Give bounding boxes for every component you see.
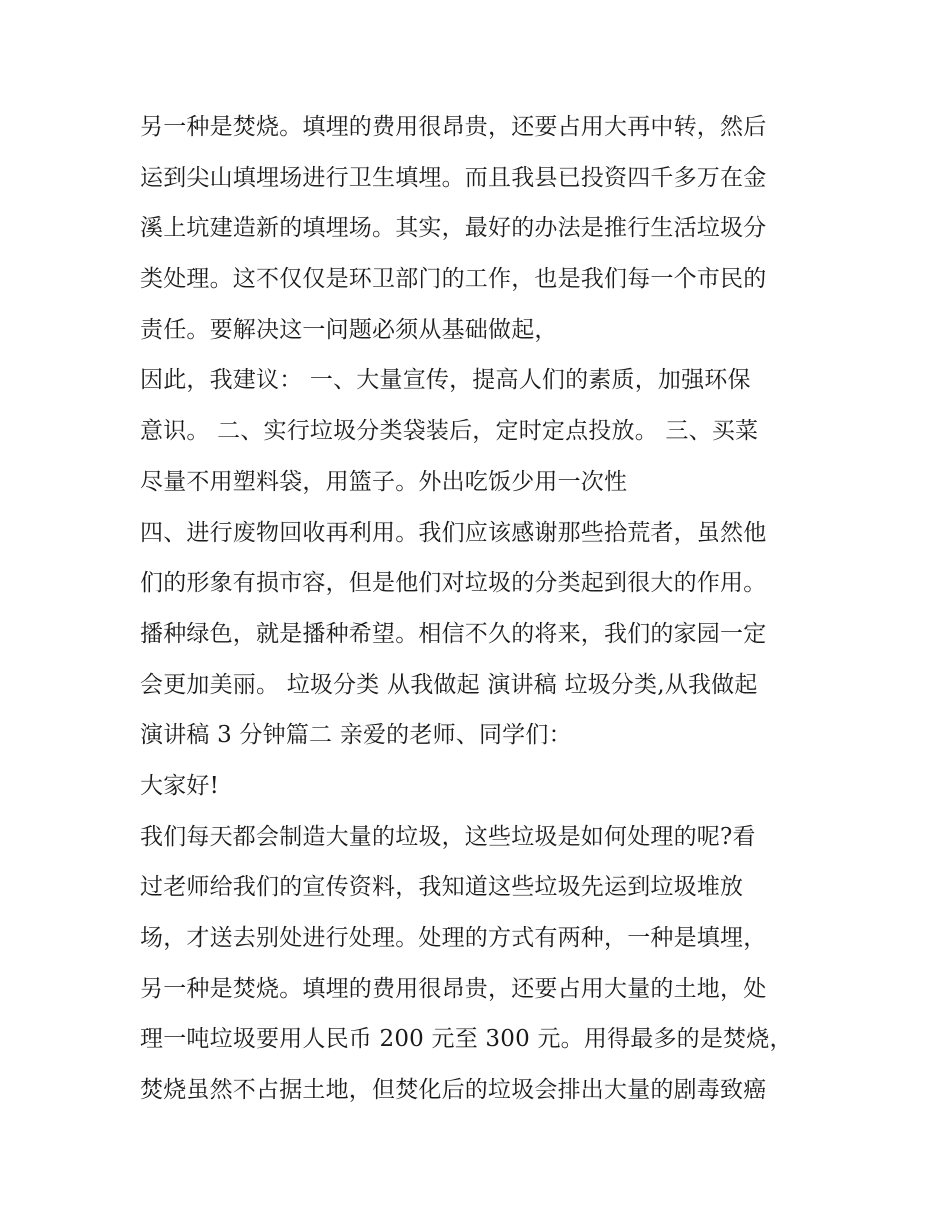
text-line: 尽量不用塑料袋，用篮子。外出吃饭少用一次性 — [140, 468, 628, 495]
text-line: 我们每天都会制造大量的垃圾，这些垃圾是如何处理的呢?看 — [140, 823, 756, 850]
document-body — [140, 102, 820, 1116]
text-line: 运到尖山填埋场进行卫生填埋。而且我县已投资四千多万在金 — [140, 164, 767, 191]
text-line: 场，才送去别处进行处理。处理的方式有两种，一种是填埋， — [140, 925, 767, 951]
text-line: 类处理。这不仅仅是环卫部门的工作，也是我们每一个市民的 — [140, 266, 767, 293]
text-line: 溪上坑建造新的填埋场。其实，最好的办法是推行生活垃圾分 — [140, 215, 767, 242]
text-line: 们的形象有损市容，但是他们对垃圾的分类起到很大的作用。 — [140, 570, 767, 597]
text-line: 演讲稿 3 分钟篇二 亲爱的老师、同学们： — [140, 722, 572, 749]
text-line: 会更加美丽。 垃圾分类 从我做起 演讲稿 垃圾分类,从我做起 — [140, 671, 758, 698]
text-line: 四、进行废物回收再利用。我们应该感谢那些拾荒者，虽然他 — [140, 519, 767, 546]
text-line: 理一吨垃圾要用人民币 200 元至 300 元。用得最多的是焚烧， — [140, 1026, 793, 1053]
text-line: 另一种是焚烧。填埋的费用很昂贵，还要占用大再中转，然后 — [140, 114, 767, 140]
text-line: 播种绿色，就是播种希望。相信不久的将来，我们的家园一定 — [140, 620, 767, 647]
text-line: 焚烧虽然不占据土地，但焚化后的垃圾会排出大量的剧毒致癌 — [140, 1077, 767, 1104]
text-line: 责任。要解决这一问题必须从基础做起， — [140, 316, 558, 343]
text-line: 大家好! — [140, 772, 220, 799]
text-line: 过老师给我们的宣传资料，我知道这些垃圾先运到垃圾堆放 — [140, 874, 744, 901]
text-line: 因此，我建议： 一、大量宣传，提高人们的素质，加强环保 — [140, 367, 751, 394]
text-line: 意识。 二、实行垃圾分类袋装后，定时定点投放。 三、买菜 — [140, 418, 759, 445]
text-line: 另一种是焚烧。填埋的费用很昂贵，还要占用大量的土地，处 — [140, 975, 767, 1002]
